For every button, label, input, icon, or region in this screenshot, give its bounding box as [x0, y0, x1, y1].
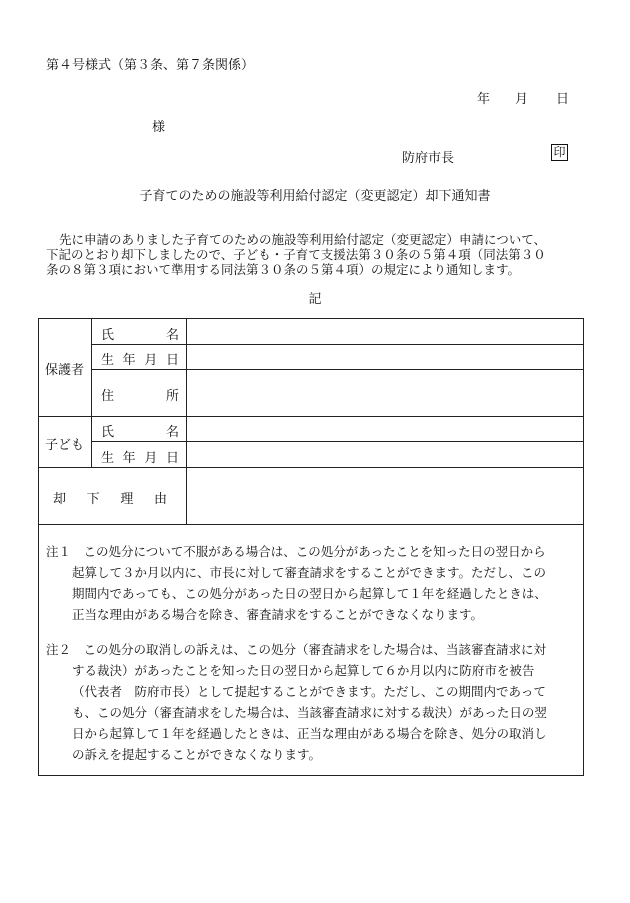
note-2-label: 注２ [46, 642, 72, 657]
addressee-suffix: 様 [152, 120, 166, 135]
body-paragraph [46, 232, 586, 277]
date-year-label: 年 [477, 92, 491, 107]
guardian-label: 保護者 [45, 363, 85, 378]
divider [91, 441, 584, 442]
ki-heading: 記 [308, 292, 322, 307]
rejection-reason-label: 却 下 理 由 [53, 492, 167, 507]
divider [91, 319, 92, 468]
divider [91, 344, 584, 345]
document-title: 子育てのための施設等利用給付認定（変更認定）却下通知書 [139, 189, 491, 204]
divider [186, 319, 187, 525]
divider [39, 524, 584, 525]
body-line: 条の８第３項において準用する同法第３０条の５第４項）の規定により通知します。 [46, 262, 521, 277]
guardian-birthdate-label: 生 年 月 日 [101, 353, 179, 368]
note-1: 注１ この処分について不服がある場合は、この処分があったことを知った日の翌日から 起算して３か月以内に、市長に対して審査請求をすることができます。ただし、この 期間内であっても、この処分があった日の翌日から起算して１年を経過したときは、 正当な理由がある場合を除き、審査請求をすることができなくなります。 [46, 544, 547, 622]
child-birthdate-label: 生 年 月 日 [101, 451, 179, 466]
guardian-name-label: 氏 名 [101, 328, 179, 343]
issuer-name: 防府市長 [402, 151, 455, 166]
divider [39, 467, 584, 468]
note-2: 注２ この処分の取消しの訴えは、この処分（審査請求をした場合は、当該審査請求に対 する裁決）があったことを知った日の翌日から起算して６か月以内に防府市を被告 （代表者 防府市長）として提起することができます。ただし、この期間内であって も、この処分（審査請求をした場合は、当該審査請求に対する裁決）があった日の翌 日から起算して１年を経過したときは、正当な理由がある場合を除き、処分の取消し の訴えを提起することができなくなります。 [46, 642, 547, 762]
divider [91, 369, 584, 370]
body-line: 下記のとおり却下しましたので、子ども・子育て支援法第３０条の５第４項（同法第３０ [46, 247, 546, 262]
child-label: 子ども [45, 438, 85, 453]
note-1-label: 注１ [46, 544, 72, 559]
date-day-label: 日 [556, 92, 570, 107]
guardian-address-label: 住 所 [101, 389, 179, 404]
divider [39, 416, 584, 417]
body-line: 先に申請のありました子育てのための施設等利用給付認定（変更認定）申請について、 [59, 232, 547, 247]
child-name-label: 氏 名 [101, 425, 179, 440]
date-month-label: 月 [515, 92, 529, 107]
form-number: 第４号様式（第３条、第７条関係） [46, 58, 255, 73]
seal-stamp: 印 [551, 144, 568, 161]
